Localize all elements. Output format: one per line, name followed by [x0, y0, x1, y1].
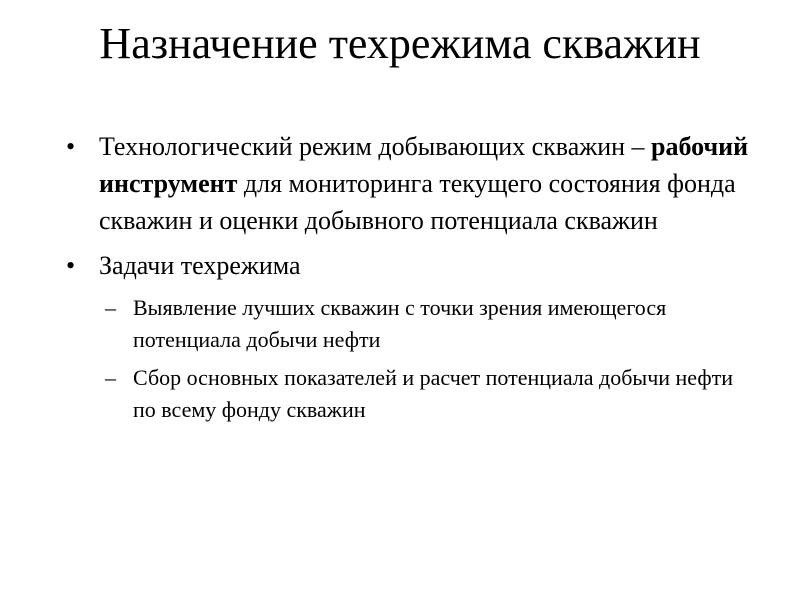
sub-bullet-list	[66, 292, 756, 426]
sub-bullet-text: Сбор основных показателей и расчет потенциала добычи нефти по всему фонду скважин	[133, 365, 733, 422]
bullet-item-tasks	[66, 247, 756, 284]
bullet-text-part: Задачи техрежима	[99, 251, 301, 280]
bullet-text-part: для мониторинга текущего состояния фонда скважин и оценки добывного потенциала скважин	[99, 169, 736, 235]
bullet-text-bold: рабочий инструмент	[99, 132, 749, 198]
dash-icon: –	[105, 295, 116, 320]
bullet-icon: •	[66, 251, 76, 280]
sub-bullet-text: Выявление лучших скважин с точки зрения имеющегося потенциала добычи нефти	[133, 295, 667, 352]
sub-bullet-item	[66, 292, 756, 356]
slide-title: Назначение техрежима скважин	[99, 19, 701, 68]
sub-bullet-item	[66, 362, 756, 426]
bullet-text-part: Технологический режим добывающих скважин –	[99, 132, 652, 161]
dash-icon: –	[105, 365, 116, 390]
bullet-item-tech-regime	[66, 128, 756, 239]
slide-content	[66, 128, 756, 432]
bullet-icon: •	[66, 132, 76, 161]
